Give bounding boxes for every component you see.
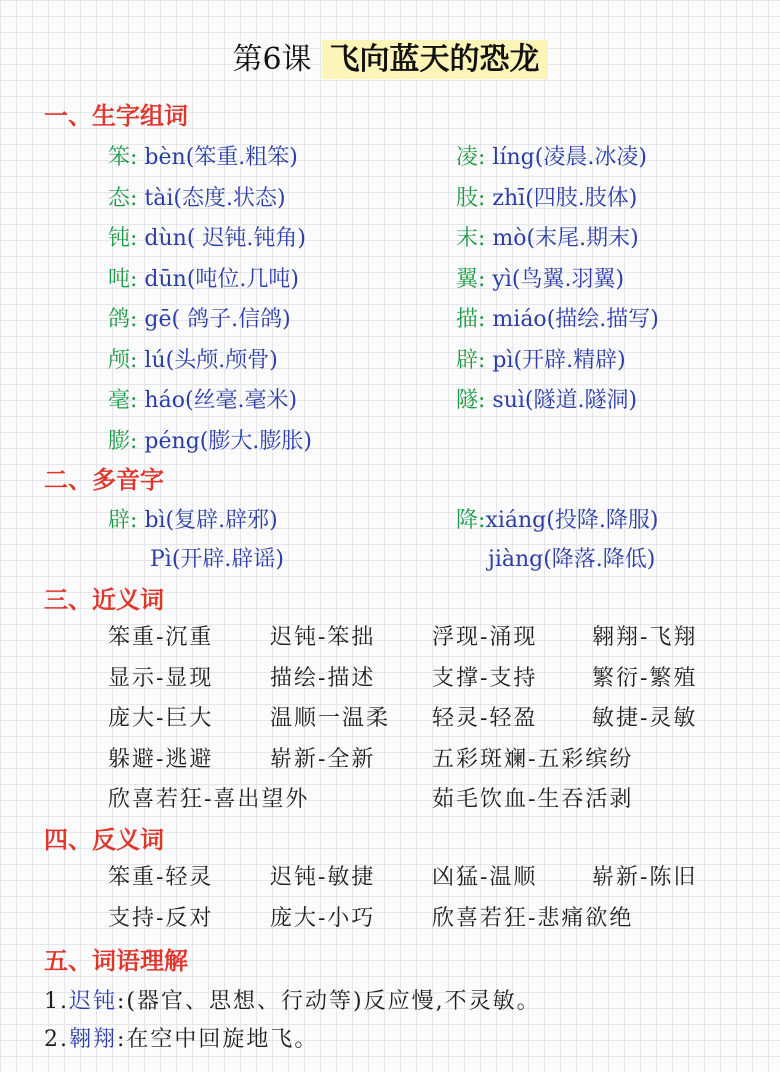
- pinyin: pì: [492, 347, 514, 373]
- synonym-pair: 敏捷-灵敏: [592, 706, 698, 731]
- char-row: 膨: péng(膨大.膨胀): [108, 428, 312, 454]
- char-row: 颅: lú(头颅.颅骨): [108, 347, 278, 373]
- char: 吨: [108, 266, 131, 292]
- char-words: (开辟.精辟): [513, 347, 626, 373]
- explanation-term: 翱翔: [69, 1027, 118, 1052]
- char: 肢: [456, 185, 479, 211]
- char-row: 描: miáo(描绘.描写): [456, 307, 659, 332]
- synonym-pair: 翱翔-飞翔: [592, 625, 698, 650]
- synonym-pair: 崭新-全新: [270, 746, 376, 772]
- char-words: (描绘.描写): [546, 307, 659, 332]
- explanation-number: 1.: [44, 989, 69, 1014]
- pinyin: zhī: [492, 185, 526, 211]
- char-row: 吨: dūn(吨位.几吨): [108, 266, 300, 292]
- char: 凌: [456, 145, 479, 170]
- char: 末: [456, 226, 479, 251]
- section-heading-4: 四、反义词: [44, 825, 164, 854]
- pinyin: háo: [144, 388, 185, 413]
- pinyin: dūn: [144, 266, 187, 292]
- char-words: (吨位.几吨): [186, 266, 300, 292]
- char: 态: [108, 185, 131, 211]
- char-words: (隧道.隧洞): [524, 388, 638, 413]
- char-words: (四肢.肢体): [525, 185, 638, 211]
- polyphone-left-1: 辟: bì(复辟.辟邪): [108, 508, 278, 533]
- explanation-1: [44, 984, 541, 1015]
- pinyin: dùn: [144, 226, 187, 251]
- synonym-pair: 迟钝-笨拙: [270, 625, 376, 650]
- char: 辟: [456, 347, 479, 373]
- char-words: (丝毫.毫米): [184, 388, 298, 413]
- antonym-pair: 崭新-陈旧: [592, 865, 698, 890]
- synonym-pair: 支撑-支持: [432, 665, 538, 691]
- char-row: 末: mò(末尾.期末): [456, 226, 639, 251]
- char-row: 凌: líng(凌晨.冰凌): [456, 145, 647, 170]
- antonym-pair: 庞大-小巧: [270, 905, 376, 931]
- char: 钝: [108, 226, 131, 251]
- synonym-pair: 庞大-巨大: [108, 706, 214, 731]
- char-row: 鸽: gē( 鸽子.信鸽): [108, 307, 291, 332]
- synonym-pair: 欣喜若狂-喜出望外: [108, 787, 310, 812]
- lesson-title: 飞向蓝天的恐龙: [322, 40, 548, 79]
- char-row: 翼: yì(鸟翼.羽翼): [456, 266, 625, 292]
- antonym-pair: 欣喜若狂-悲痛欲绝: [432, 905, 634, 931]
- explanation-term: 迟钝: [69, 989, 118, 1014]
- char-row: 笨: bèn(笨重.粗笨): [108, 145, 298, 170]
- explanation-2: [44, 1022, 318, 1053]
- pinyin: yì: [492, 266, 512, 292]
- explanation-definition: :在空中回旋地飞。: [117, 1027, 319, 1052]
- polyphone-char: 辟: [108, 508, 131, 533]
- char-row: 隧: suì(隧道.隧洞): [456, 388, 638, 413]
- char-words: (鸟翼.羽翼): [511, 266, 625, 292]
- char: 描: [456, 307, 479, 332]
- polyphone-reading: Pì(开辟.辟谣): [150, 547, 284, 572]
- char: 鸽: [108, 307, 131, 332]
- char-words: (末尾.期末): [526, 226, 639, 251]
- pinyin: líng: [492, 145, 535, 170]
- synonym-pair: 描绘-描述: [270, 665, 376, 691]
- char-row: 钝: dùn( 迟钝.钝角): [108, 226, 306, 251]
- synonym-pair: 躲避-逃避: [108, 746, 214, 772]
- polyphone-reading: bì(复辟.辟邪): [144, 508, 278, 533]
- antonym-pair: 支持-反对: [108, 905, 214, 931]
- antonym-pair: 迟钝-敏捷: [270, 865, 376, 890]
- pinyin: lú: [144, 347, 166, 373]
- char: 笨: [108, 145, 131, 170]
- pinyin: péng: [144, 428, 200, 454]
- pinyin: tài: [144, 185, 174, 211]
- char-row: 毫: háo(丝毫.毫米): [108, 388, 298, 413]
- explanation-definition: :(器官、思想、行动等)反应慢,不灵敏。: [117, 989, 541, 1014]
- char-words: (笨重.粗笨): [185, 145, 298, 170]
- synonym-pair: 浮现-涌现: [432, 625, 538, 650]
- char-words: (膨大.膨胀): [199, 428, 312, 454]
- pinyin: bèn: [144, 145, 186, 170]
- char: 膨: [108, 428, 131, 454]
- synonym-pair: 显示-显现: [108, 665, 214, 691]
- page-title: [0, 34, 780, 78]
- char-row: 肢: zhī(四肢.肢体): [456, 185, 638, 211]
- section-heading-2: 二、多音字: [44, 465, 164, 494]
- synonym-pair: 繁衍-繁殖: [592, 665, 698, 691]
- polyphone-char: 降: [456, 508, 479, 533]
- antonym-pair: 凶猛-温顺: [432, 865, 538, 890]
- explanation-number: 2.: [44, 1027, 69, 1052]
- synonym-pair: 笨重-沉重: [108, 625, 214, 650]
- antonym-pair: 笨重-轻灵: [108, 865, 214, 890]
- char-words: (凌晨.冰凌): [534, 145, 647, 170]
- pinyin: miáo: [492, 307, 547, 332]
- char: 毫: [108, 388, 131, 413]
- char-row: 辟: pì(开辟.精辟): [456, 347, 626, 373]
- synonym-pair: 茹毛饮血-生吞活剥: [432, 787, 634, 812]
- section-heading-5: 五、词语理解: [44, 946, 188, 975]
- lesson-number: 第6课: [232, 42, 312, 77]
- char-words: (头颅.颅骨): [165, 347, 278, 373]
- char-words: ( 迟钝.钝角): [186, 226, 306, 251]
- synonym-pair: 轻灵-轻盈: [432, 706, 538, 731]
- polyphone-reading: jiàng(降落.降低): [488, 547, 656, 572]
- polyphone-reading: xiáng(投降.降服): [485, 508, 659, 533]
- pinyin: suì: [492, 388, 525, 413]
- char: 翼: [456, 266, 479, 292]
- char: 隧: [456, 388, 479, 413]
- pinyin: gē: [144, 307, 172, 332]
- char-row: 态: tài(态度.状态): [108, 185, 286, 211]
- pinyin: mò: [492, 226, 527, 251]
- char-words: ( 鸽子.信鸽): [171, 307, 291, 332]
- synonym-pair: 五彩斑斓-五彩缤纷: [432, 746, 634, 772]
- char-words: (态度.状态): [173, 185, 286, 211]
- section-heading-3: 三、近义词: [44, 585, 164, 614]
- polyphone-right-1: 降:xiáng(投降.降服): [456, 508, 659, 533]
- section-heading-1: 一、生字组词: [44, 101, 188, 130]
- synonym-pair: 温顺一温柔: [270, 706, 391, 731]
- char: 颅: [108, 347, 131, 373]
